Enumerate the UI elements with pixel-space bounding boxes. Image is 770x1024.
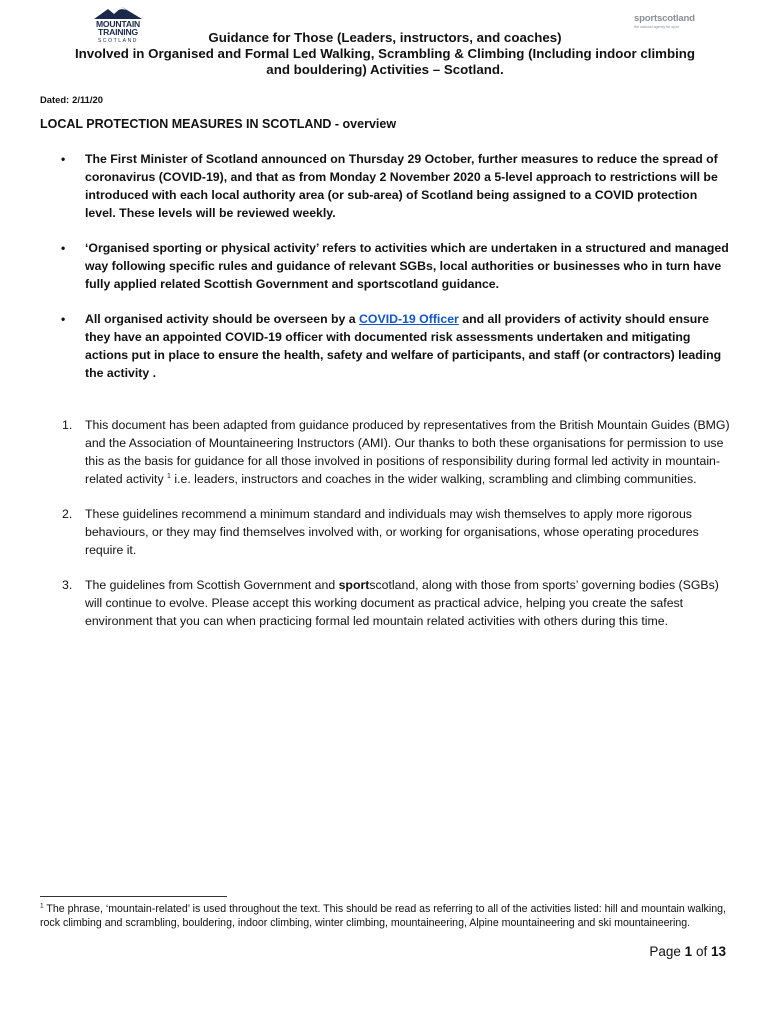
item-number: 2. bbox=[62, 507, 73, 521]
title-line-3: and bouldering) Activities – Scotland. bbox=[266, 62, 504, 77]
footnote-text: The phrase, ‘mountain-related’ is used throughout the text. This should be read as referring to all of the activities listed: hill and mountain walking, rock climbing and scrambling, bouldering, indoor climbing, winter climbing, mountaineering, Alpine mountaineering and ski mountaineering. bbox=[40, 903, 726, 929]
logo-subtitle: SCOTLAND bbox=[97, 38, 139, 44]
bullet-item bbox=[40, 239, 730, 293]
item-text: These guidelines recommend a minimum standard and individuals may wish themselves to apply more rigorous behaviours, or they may find themselves involved with, or working for organisations, whose operating procedures require it. bbox=[85, 507, 699, 557]
numbered-item bbox=[40, 416, 730, 488]
numbered-list bbox=[40, 416, 730, 647]
item-text-after: scotland, along with those from sports’ governing bodies (SGBs) will continue to evolve. Please accept this working document as practical advice, helping you create the safest environment that you can when practicing formal led mountain related activities with others during this time. bbox=[85, 578, 719, 628]
footnote-ref: 1 bbox=[167, 472, 171, 480]
numbered-item bbox=[40, 576, 730, 630]
bullet-text: ‘Organised sporting or physical activity’ refers to activities which are undertaken in a structured and managed way following specific rules and guidance of relevant SGBs, local authorities or businesses who in turn have fully applied related Scottish Government and sportscotland guidance. bbox=[85, 241, 729, 291]
sportscotland-brand: sportscotland bbox=[634, 13, 695, 24]
bullet-list bbox=[40, 150, 730, 399]
title-line-1: Guidance for Those (Leaders, instructors, and coaches) bbox=[208, 30, 562, 45]
bullet-icon: • bbox=[61, 152, 66, 166]
bullet-text: The First Minister of Scotland announced on Thursday 29 October, further measures to reduce the spread of coronavirus (COVID-19), and that as from Monday 2 November 2020 a 5-level approach to restrictions will be introduced with each local authority area (or sub-area) of Scotland being assigned to a COVID protection level. These levels will be reviewed weekly. bbox=[85, 152, 718, 220]
document-title bbox=[40, 30, 730, 78]
bullet-icon: • bbox=[61, 241, 66, 255]
bullet-icon: • bbox=[61, 312, 66, 326]
dated-value: 2/11/20 bbox=[72, 94, 103, 105]
page-prefix: Page bbox=[649, 944, 681, 959]
item-number: 3. bbox=[62, 578, 73, 592]
page-of: of bbox=[695, 944, 708, 959]
numbered-item bbox=[40, 505, 730, 559]
dated-line bbox=[40, 94, 103, 105]
bullet-text-after: and all providers of activity should ensure they have an appointed COVID-19 officer with documented risk assessments undertaken and mitigating actions put in place to ensure the health, safety and welfare of participants, and staff (or contractors) leading the activity . bbox=[85, 312, 722, 380]
item-text-before: This document has been adapted from guidance produced by representatives from the British Mountain Guides (BMG) and the Association of Mountaineering Instructors (AMI). Our thanks to both these organisations for permission to use this as the basis for guidance for all those involved in positions of responsibility during formal led activity in mountain-related activity bbox=[85, 418, 730, 486]
sportscotland-tagline: the national agency for sport bbox=[634, 25, 680, 29]
page-current: 1 bbox=[684, 944, 693, 959]
item-text-after: i.e. leaders, instructors and coaches in the wider walking, scrambling and climbing communities. bbox=[170, 472, 697, 486]
footnote-marker: 1 bbox=[40, 902, 44, 910]
item-number: 1. bbox=[62, 418, 73, 432]
dated-label: Dated: bbox=[40, 94, 70, 105]
section-heading: LOCAL PROTECTION MEASURES IN SCOTLAND - overview bbox=[40, 117, 397, 131]
mountain-icon bbox=[92, 6, 144, 20]
footnote-divider bbox=[40, 896, 227, 897]
item-text-before: The guidelines from Scottish Government and bbox=[85, 578, 339, 592]
sportscotland-logo bbox=[634, 13, 694, 29]
footnote bbox=[40, 902, 730, 930]
logo-wordmark: MOUNTAIN TRAINING bbox=[95, 19, 141, 37]
bullet-item bbox=[40, 150, 730, 222]
page-number bbox=[649, 944, 726, 959]
bullet-item bbox=[40, 310, 730, 382]
bullet-text-before: All organised activity should be overseen by a bbox=[85, 312, 360, 326]
title-line-2: Involved in Organised and Formal Led Walking, Scrambling & Climbing (Including indoor climbing bbox=[74, 46, 696, 61]
page-total: 13 bbox=[710, 944, 726, 959]
item-text-bold: sport bbox=[338, 578, 370, 592]
covid-officer-link[interactable]: COVID-19 Officer bbox=[359, 312, 459, 326]
